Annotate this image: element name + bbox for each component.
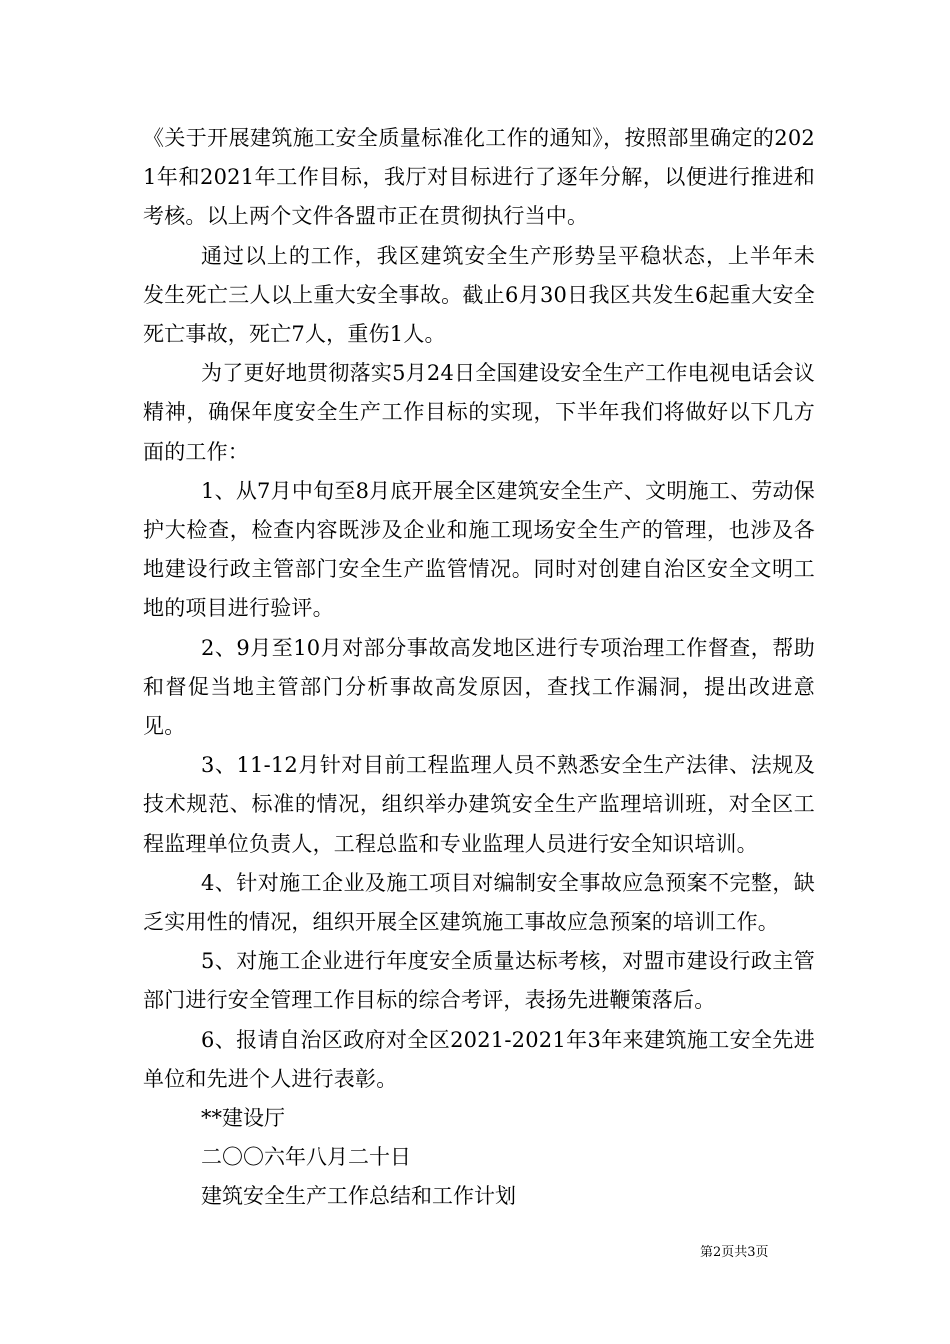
plan-item-2: 2、9月至10月对部分事故高发地区进行专项治理工作督查，帮助和督促当地主管部门分析事故高发原因，查找工作漏洞，提出改进意见。 xyxy=(143,635,815,739)
signature-date: 二〇〇六年八月二十日 xyxy=(201,1145,411,1170)
plan-item-1: 1、从7月中旬至8月底开展全区建筑安全生产、文明施工、劳动保护大检查，检查内容既涉及企业和施工现场安全生产的管理，也涉及各地建设行政主管部门安全生产监管情况。同时对创建自治区安全文明工地的项目进行验评。 xyxy=(143,478,815,621)
document-body xyxy=(143,119,815,1217)
paragraph-notice-continuation: 《关于开展建筑施工安全质量标准化工作的通知》，按照部里确定的2021年和2021年工作目标，我厅对目标进行了逐年分解，以便进行推进和考核。以上两个文件各盟市正在贯彻执行当中。 xyxy=(143,126,815,229)
plan-item-3: 3、11-12月针对目前工程监理人员不熟悉安全生产法律、法规及技术规范、标准的情况，组织举办建筑安全生产监理培训班，对全区工程监理单位负责人，工程总监和专业监理人员进行安全知识培训。 xyxy=(143,753,815,856)
page-number: 第2页共3页 xyxy=(700,1245,769,1260)
next-document-title: 建筑安全生产工作总结和工作计划 xyxy=(201,1184,516,1209)
paragraph-second-half-plan: 为了更好地贯彻落实5月24日全国建设安全生产工作电视电话会议精神，确保年度安全生产工作目标的实现，下半年我们将做好以下几方面的工作： xyxy=(143,361,815,464)
paragraph-safety-situation: 通过以上的工作，我区建筑安全生产形势呈平稳状态，上半年未发生死亡三人以上重大安全事故。截止6月30日我区共发生6起重大安全死亡事故，死亡7人，重伤1人。 xyxy=(143,243,815,347)
plan-item-5: 5、对施工企业进行年度安全质量达标考核，对盟市建设行政主管部门进行安全管理工作目标的综合考评，表扬先进鞭策落后。 xyxy=(143,949,815,1013)
signature-organization: **建设厅 xyxy=(201,1106,285,1131)
plan-item-4: 4、针对施工企业及施工项目对编制安全事故应急预案不完整，缺乏实用性的情况，组织开展全区建筑施工事故应急预案的培训工作。 xyxy=(143,870,815,935)
plan-item-6: 6、报请自治区政府对全区2021-2021年3年来建筑施工安全先进单位和先进个人进行表彰。 xyxy=(143,1027,815,1091)
